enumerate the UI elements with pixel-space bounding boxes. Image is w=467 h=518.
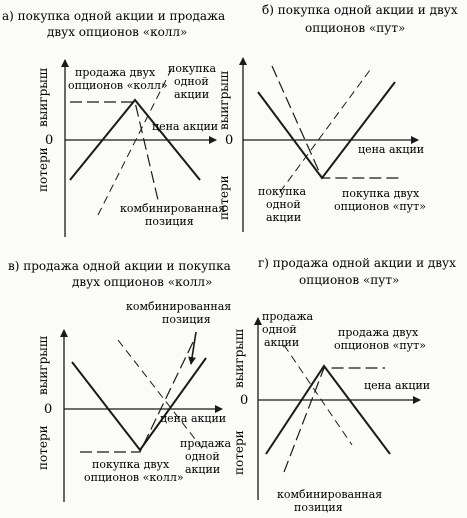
panel-d-zero-label: 0	[240, 393, 249, 408]
panel-b-buy-share-label-line1: покупка	[258, 185, 307, 198]
panel-c-combined-label-line2: позиция	[162, 313, 211, 326]
panel-c-x-axis-label: цена акции	[160, 412, 227, 425]
panel-d-sell-share-label-line3: акции	[264, 336, 300, 349]
panel-b-combined-position-line	[258, 82, 395, 178]
panel-c-zero-label: 0	[44, 402, 53, 417]
panel-a	[2, 9, 225, 237]
panel-c-y-top-label: выигрыш	[36, 336, 50, 395]
panel-d-title-line2: опционов «пут»	[299, 273, 400, 287]
panel-a-buy-share-label-line3: акции	[174, 88, 210, 101]
panel-b	[217, 3, 458, 232]
panel-b-buy-puts-label-line2: опционов «пут»	[334, 200, 426, 213]
panel-b-buy-puts-label-line1: покупка двух	[342, 187, 420, 200]
panel-a-sell-calls-label-line1: продажа двух	[75, 66, 156, 79]
panel-a-y-bottom-label: потери	[36, 147, 50, 192]
panel-c-sell-share-label-line1: продажа	[180, 437, 232, 450]
panel-d-sell-share-line	[284, 345, 352, 445]
panel-d-combined-label-line2: позиция	[294, 501, 343, 514]
panel-b-y-top-label: выигрыш	[217, 71, 231, 130]
panel-d-x-axis-label: цена акции	[364, 379, 431, 392]
panel-b-x-axis-label: цена акции	[358, 143, 425, 156]
panel-c-y-bottom-label: потери	[36, 425, 50, 470]
panel-a-zero-label: 0	[45, 133, 54, 148]
panel-c-buy-calls-label-line1: покупка двух	[92, 458, 170, 471]
panel-a-title-line1: а) покупка одной акции и продажа	[2, 9, 226, 23]
panel-a-combined-label-line2: позиция	[145, 215, 194, 228]
panel-b-zero-label: 0	[225, 133, 234, 148]
panel-b-buy-share-label-line3: акции	[266, 211, 302, 224]
panel-c-combined-label-line1: комбинированная	[126, 300, 232, 313]
panel-c-combined-pointer-arrow	[191, 332, 196, 364]
panel-c-sell-share-line	[118, 340, 202, 448]
panel-d-sell-share-label-line1: продажа	[262, 310, 314, 323]
panel-d-y-bottom-label: потери	[232, 430, 246, 475]
panel-c-sell-share-label-line2: одной	[185, 450, 220, 463]
panel-a-buy-share-label-line1: покупка	[168, 62, 217, 75]
panel-a-sell-calls-label-line2: опционов «колл»	[68, 79, 168, 92]
panel-a-x-axis-label: цена акции	[152, 120, 219, 133]
panel-c-sell-share-label-line3: акции	[185, 463, 221, 476]
panel-d-sell-puts-label-line2: опционов «пут»	[334, 339, 426, 352]
panel-a-y-top-label: выигрыш	[36, 68, 50, 127]
panel-c-title-line2: двух опционов «колл»	[72, 275, 213, 289]
panel-c-buy-calls-label-line2: опционов «колл»	[84, 471, 184, 484]
panel-d-title-line1: г) продажа одной акции и двух	[258, 256, 456, 270]
panel-d-sell-puts-label-line1: продажа двух	[338, 326, 419, 339]
panel-c	[8, 259, 231, 502]
panel-a-title-line2: двух опционов «колл»	[47, 25, 188, 39]
panel-a-sell-calls-line	[70, 102, 158, 200]
panel-d-sell-share-label-line2: одной	[262, 323, 297, 336]
panel-b-buy-share-label-line2: одной	[266, 198, 301, 211]
panel-d	[232, 256, 456, 514]
panel-b-y-bottom-label: потери	[217, 175, 231, 220]
panel-d-combined-label-line1: комбинированная	[277, 488, 383, 501]
panel-d-y-top-label: выигрыш	[232, 329, 246, 388]
panel-c-title-line1: в) продажа одной акции и покупка	[8, 259, 231, 273]
panel-a-combined-label-line1: комбинированная	[120, 202, 226, 215]
panel-b-title-line1: б) покупка одной акции и двух	[262, 3, 458, 17]
panel-b-title-line2: опционов «пут»	[305, 21, 406, 35]
panel-a-buy-share-label-line2: одной	[174, 75, 209, 88]
